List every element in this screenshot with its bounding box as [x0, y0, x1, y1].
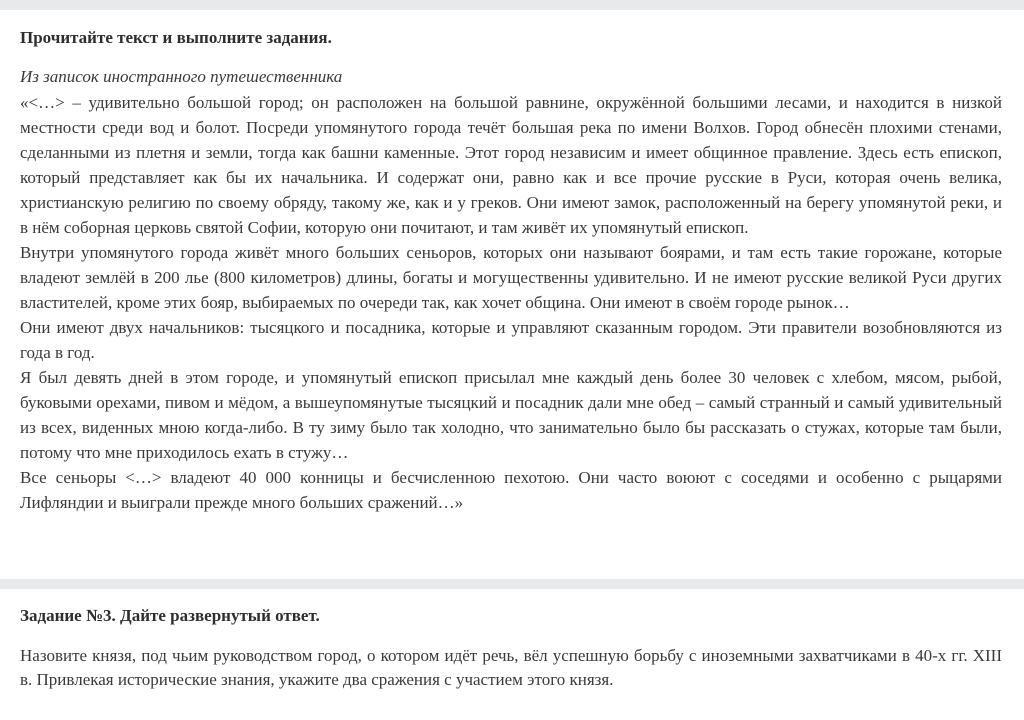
text-card: [0, 10, 1024, 579]
task-heading: Задание №3. Дайте развернутый ответ.: [20, 606, 320, 625]
text-paragraph: Внутри упомянутого города живёт много больших сеньоров, которых они называют боярами, и там есть такие горожане, которые владеют землёй в 200 лье (800 километров) длины, богаты и могущественны удивительно. И не имеют русские великой Руси других властителей, кроме этих бояр, выбираемых по очереди так, как хочет община. Они имеют в своём городе рынок…: [20, 243, 1002, 312]
text-paragraph: Я был девять дней в этом городе, и упомянутый епископ присылал мне каждый день более 30 человек с хлебом, мясом, рыбой, буковыми орехами, пивом и мёдом, а вышеупомянутые тысяцкий и посадник дали мне обед – самый странный и самый удивительный из всех, виденных мною когда-либо. В ту зиму было так холодно, что занимательно было бы рассказать о стужах, которые там были, потому что мне приходилось ехать в стужу…: [20, 368, 1002, 462]
instruction-heading: Прочитайте текст и выполните задания.: [20, 28, 332, 47]
task-card: [0, 589, 1024, 720]
text-paragraph: Все сеньоры <…> владеют 40 000 конницы и бесчисленною пехотою. Они часто воюют с соседями и особенно с рыцарями Лифляндии и выиграли прежде много больших сражений…»: [20, 468, 1002, 512]
text-paragraph: «<…> – удивительно большой город; он расположен на большой равнине, окружённой большими лесами, и находится в низкой местности среди вод и болот. Посреди упомянутого города течёт большая река по имени Волхов. Город обнесён плохими стенами, сделанными из плетня и земли, тогда как башни каменные. Этот город независим и имеет общинное правление. Здесь есть епископ, который представляет как бы их начальника. И содержат они, равно как и все прочие русские в Руси, которая очень велика, христианскую религию по своему обряду, такому же, как и у греков. Они имеют замок, расположенный на берегу упомянутой реки, и в нём соборная церковь святой Софии, которую они почитают, и там живёт их упомянутый епископ.: [20, 93, 1002, 237]
task-question: Назовите князя, под чьим руководством город, о котором идёт речь, вёл успешную борьбу с иноземными захватчиками в 40-х гг. XIII в. Привлекая исторические знания, укажите два сражения с участием этого князя.: [20, 646, 1002, 689]
source-title: Из записок иностранного путешественника: [20, 67, 343, 86]
top-strip: [0, 0, 1024, 10]
text-paragraph: Они имеют двух начальников: тысяцкого и посадника, которые и управляют сказанным городом. Эти правители возобновляются из года в год.: [20, 318, 1002, 362]
source-text: [20, 90, 1002, 515]
